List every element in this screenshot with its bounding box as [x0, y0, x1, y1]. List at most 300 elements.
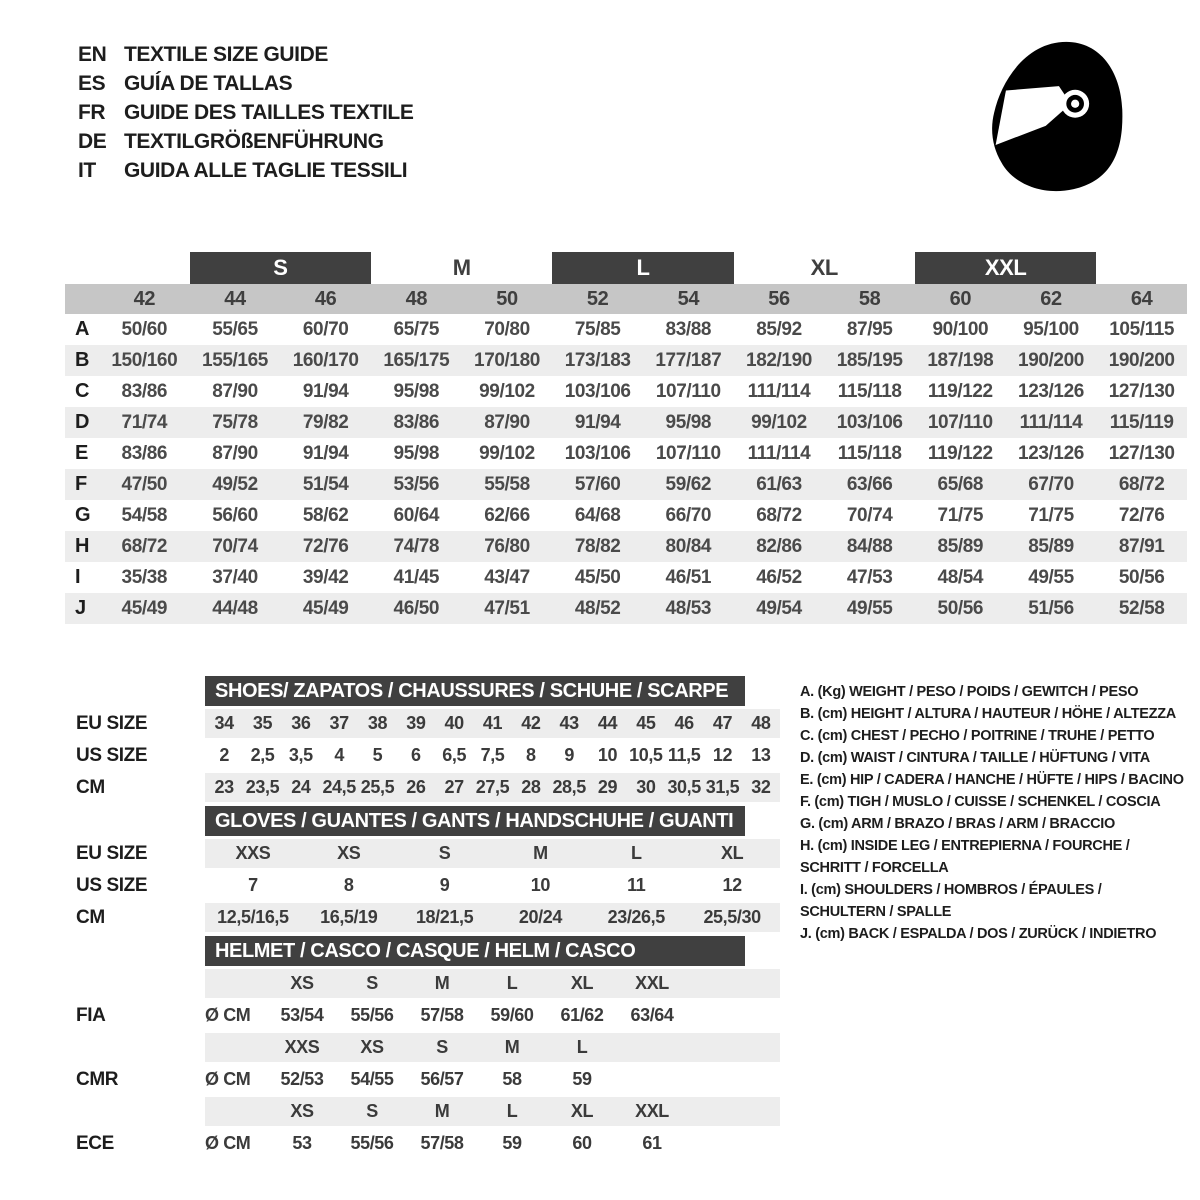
- size-value: 47/53: [846, 566, 893, 588]
- size-value: 75/78: [212, 411, 258, 433]
- size-value: 83/86: [121, 442, 168, 464]
- size-value: 95/98: [665, 411, 712, 433]
- helmet-value: 58: [502, 1069, 522, 1089]
- helmet-value: 54/55: [350, 1069, 394, 1089]
- size-value: 54/58: [121, 504, 168, 526]
- size-number: 46: [314, 287, 337, 310]
- size-value: 95/100: [1023, 318, 1079, 340]
- gloves-value: 25,5/30: [703, 907, 761, 927]
- size-value: 53/56: [393, 473, 440, 495]
- language-row: [78, 156, 413, 185]
- size-row-e: [65, 438, 1187, 469]
- helmet-value: L: [576, 1037, 588, 1057]
- legend-item: D. (cm) WAIST / CINTURA / TAILLE / HÜFTUNG / VITA: [800, 750, 1150, 766]
- shoes-value: 44: [597, 713, 618, 733]
- shoes-value: 25,5: [360, 777, 395, 797]
- shoes-value: 4: [334, 745, 344, 765]
- size-value: 127/130: [1108, 380, 1175, 402]
- size-value: 91/94: [574, 411, 621, 433]
- size-number: 42: [133, 287, 156, 310]
- size-value: 47/51: [484, 597, 530, 619]
- size-band-xl: XL: [810, 255, 838, 280]
- gloves-row: [65, 903, 780, 932]
- helmet-value: XXS: [284, 1037, 320, 1057]
- shoes-row: [65, 709, 780, 738]
- size-band-s: S: [190, 252, 371, 284]
- size-number: 48: [405, 287, 428, 310]
- size-value: 95/98: [393, 442, 440, 464]
- language-title: GUÍA DE TALLAS: [124, 72, 293, 95]
- helmet-value: 56/57: [420, 1069, 464, 1089]
- shoes-value: 36: [291, 713, 311, 733]
- size-value: 85/89: [937, 535, 984, 557]
- helmet-value: XS: [360, 1037, 384, 1057]
- size-value: 37/40: [212, 566, 258, 588]
- size-value: 170/180: [474, 349, 540, 371]
- size-row-c: [65, 376, 1187, 407]
- shoes-row: [65, 773, 780, 802]
- shoes-value: 32: [751, 777, 771, 797]
- gloves-row-label: EU SIZE: [76, 842, 148, 864]
- size-value: 70/74: [212, 535, 258, 557]
- helmet-value: XS: [290, 973, 314, 993]
- language-list: [78, 40, 413, 185]
- size-value: 107/110: [927, 411, 993, 433]
- helmet-value: 59: [502, 1133, 522, 1153]
- size-value: 71/74: [121, 411, 168, 433]
- size-row-i: [65, 562, 1187, 593]
- gloves-value: S: [438, 843, 451, 863]
- size-value: 190/200: [1018, 349, 1084, 371]
- helmet-value: S: [436, 1037, 448, 1057]
- size-row-label: A: [75, 318, 90, 340]
- size-value: 67/70: [1028, 473, 1074, 495]
- helmet-row: [65, 1129, 780, 1158]
- helmet-size-section: [65, 936, 780, 1158]
- size-row-label: E: [75, 442, 88, 464]
- gloves-value: 10: [530, 875, 551, 895]
- gloves-section-header: GLOVES / GUANTES / GANTS / HANDSCHUHE / GUANTI: [205, 806, 745, 836]
- language-code: IT: [78, 159, 96, 182]
- size-value: 115/118: [837, 380, 902, 402]
- language-code: FR: [78, 101, 106, 124]
- shoes-value: 45: [636, 713, 656, 733]
- number-row-spacer: [65, 284, 99, 314]
- shoes-value: 48: [751, 713, 771, 733]
- size-value: 70/74: [846, 504, 893, 526]
- size-value: 70/80: [484, 318, 530, 340]
- shoes-row-label: CM: [76, 776, 105, 798]
- shoes-value: 29: [597, 777, 618, 797]
- helmet-row: [65, 1097, 780, 1126]
- helmet-row-label: ECE: [76, 1132, 114, 1154]
- size-row-label: H: [75, 535, 90, 557]
- language-row: [78, 69, 413, 98]
- gloves-value: XS: [337, 843, 361, 863]
- size-row-f: [65, 469, 1187, 500]
- size-row-label: G: [75, 504, 91, 526]
- shoes-value: 35: [252, 713, 273, 733]
- size-row-label: D: [75, 411, 90, 433]
- gloves-value: XL: [720, 843, 744, 863]
- size-value: 35/38: [121, 566, 168, 588]
- size-value: 111/114: [747, 380, 811, 402]
- legend-item: A. (Kg) WEIGHT / PESO / POIDS / GEWITCH / PESO: [800, 684, 1139, 700]
- helmet-row-label: [65, 969, 205, 998]
- language-row: [78, 40, 413, 69]
- shoes-value: 3,5: [288, 745, 313, 765]
- helmet-row: [65, 1065, 780, 1094]
- size-value: 55/65: [212, 318, 258, 340]
- gloves-row-label: US SIZE: [76, 874, 148, 896]
- size-value: 65/68: [937, 473, 984, 495]
- shoes-value: 39: [406, 713, 426, 733]
- size-value: 160/170: [292, 349, 359, 371]
- helmet-diameter-label: Ø CM: [205, 1069, 251, 1089]
- size-value: 87/90: [212, 442, 258, 464]
- helmet-row-values: [205, 1065, 780, 1094]
- helmet-value: L: [506, 1101, 518, 1121]
- shoes-value: 5: [372, 745, 383, 765]
- size-value: 76/80: [484, 535, 530, 557]
- language-title: TEXTILE SIZE GUIDE: [124, 43, 328, 66]
- size-row-label: C: [75, 380, 90, 402]
- gloves-value: XXS: [235, 843, 271, 863]
- shoes-value: 10: [597, 745, 618, 765]
- size-value: 87/95: [846, 318, 893, 340]
- helmet-row-values: [205, 1097, 780, 1126]
- language-title: GUIDA ALLE TAGLIE TESSILI: [124, 159, 408, 182]
- size-value: 90/100: [932, 318, 989, 340]
- shoes-value: 28,5: [552, 777, 586, 797]
- main-size-table: [65, 252, 1187, 624]
- helmet-value: 55/56: [350, 1133, 394, 1153]
- helmet-value: M: [504, 1037, 520, 1057]
- gloves-value: 8: [343, 875, 354, 895]
- size-value: 45/50: [574, 566, 621, 588]
- size-row-b: [65, 345, 1187, 376]
- legend-item: F. (cm) TIGH / MUSLO / CUISSE / SCHENKEL / COSCIA: [800, 794, 1161, 810]
- size-value: 87/90: [484, 411, 530, 433]
- size-value: 91/94: [302, 380, 349, 402]
- size-value: 87/90: [212, 380, 258, 402]
- helmet-value: 59: [572, 1069, 592, 1089]
- helmet-value: 57/58: [420, 1005, 464, 1025]
- gloves-value: 12: [722, 875, 742, 895]
- language-row: [78, 98, 413, 127]
- size-value: 155/165: [202, 349, 268, 371]
- size-value: 68/72: [756, 504, 802, 526]
- helmet-row-values: [205, 1001, 780, 1030]
- size-band-xxl: XXL: [915, 252, 1096, 284]
- gloves-value: 11: [627, 875, 646, 895]
- shoes-value: 47: [712, 713, 733, 733]
- size-row-label: F: [75, 473, 87, 495]
- helmet-row: [65, 1001, 780, 1030]
- size-value: 56/60: [212, 504, 258, 526]
- shoes-value: 11,5: [667, 745, 701, 765]
- helmet-row-label: [65, 1097, 205, 1126]
- size-value: 83/88: [665, 318, 712, 340]
- legend-item: I. (cm) SHOULDERS / HOMBROS / ÉPAULES / SCHULTERN / SPALLE: [800, 882, 1102, 920]
- shoes-value: 12: [712, 745, 733, 765]
- size-value: 99/102: [479, 380, 535, 402]
- size-number: 56: [768, 287, 790, 310]
- shoes-value: 6: [411, 745, 421, 765]
- size-value: 107/110: [655, 380, 721, 402]
- size-value: 165/175: [383, 349, 450, 371]
- size-value: 83/86: [393, 411, 440, 433]
- shoes-section-header: SHOES/ ZAPATOS / CHAUSSURES / SCHUHE / SCARPE: [205, 676, 745, 706]
- size-value: 80/84: [665, 535, 712, 557]
- helmet-row-values: [205, 1033, 780, 1062]
- helmet-value: 53/54: [280, 1005, 324, 1025]
- size-value: 51/54: [302, 473, 349, 495]
- size-band-m: M: [452, 255, 471, 280]
- helmet-value: XL: [570, 1101, 594, 1121]
- helmet-value: XL: [570, 973, 594, 993]
- size-value: 66/70: [665, 504, 712, 526]
- size-value: 83/86: [121, 380, 168, 402]
- helmet-value: M: [434, 973, 450, 993]
- size-value: 64/68: [574, 504, 621, 526]
- size-value: 50/56: [937, 597, 984, 619]
- legend-item: J. (cm) BACK / ESPALDA / DOS / ZURÜCK / INDIETRO: [800, 926, 1157, 942]
- helmet-row-label: [65, 1033, 205, 1062]
- shoes-value: 27,5: [475, 777, 510, 797]
- helmet-value: 60: [572, 1133, 592, 1153]
- shoes-value: 8: [526, 745, 536, 765]
- size-value: 41/45: [393, 566, 440, 588]
- size-value: 46/50: [393, 597, 440, 619]
- size-number: 50: [496, 287, 518, 310]
- size-value: 48/54: [937, 566, 984, 588]
- gloves-value: 20/24: [518, 907, 562, 927]
- size-value: 78/82: [574, 535, 621, 557]
- gloves-row: [65, 839, 780, 868]
- gloves-value: 12,5/16,5: [217, 907, 289, 927]
- shoes-value: 30: [636, 777, 656, 797]
- size-value: 71/75: [1028, 504, 1074, 526]
- size-value: 84/88: [846, 535, 893, 557]
- size-value: 85/92: [756, 318, 802, 340]
- helmet-row: [65, 969, 780, 998]
- shoes-value: 6,5: [442, 745, 467, 765]
- shoes-value: 27: [444, 777, 464, 797]
- legend-item: E. (cm) HIP / CADERA / HANCHE / HÜFTE / HIPS / BACINO: [800, 772, 1184, 788]
- helmet-value: XS: [290, 1101, 314, 1121]
- size-number: 64: [1130, 287, 1153, 310]
- helmet-value: 55/56: [350, 1005, 394, 1025]
- shoes-value: 28: [521, 777, 541, 797]
- size-value: 63/66: [846, 473, 893, 495]
- size-value: 115/119: [1109, 411, 1174, 433]
- size-value: 185/195: [836, 349, 903, 371]
- size-value: 127/130: [1108, 442, 1175, 464]
- size-value: 59/62: [665, 473, 712, 495]
- gloves-row: [65, 871, 780, 900]
- helmet-row-label: FIA: [76, 1004, 106, 1026]
- size-number: 44: [224, 287, 246, 310]
- size-value: 50/60: [121, 318, 168, 340]
- language-code: EN: [78, 43, 107, 66]
- shoes-value: 24,5: [322, 777, 356, 797]
- size-value: 46/52: [756, 566, 802, 588]
- size-value: 74/78: [393, 535, 440, 557]
- helmet-value: 63/64: [630, 1005, 674, 1025]
- size-row-label: B: [75, 349, 90, 371]
- size-value: 62/66: [484, 504, 530, 526]
- language-code: ES: [78, 72, 106, 95]
- gloves-value: 7: [248, 875, 258, 895]
- helmet-value: 61: [642, 1133, 662, 1153]
- language-title: TEXTILGRÖßENFÜHRUNG: [124, 130, 384, 153]
- size-value: 79/82: [302, 411, 349, 433]
- measurement-legend: [800, 681, 1188, 945]
- size-row-a: [65, 314, 1187, 345]
- size-number: 52: [586, 287, 609, 310]
- size-value: 68/72: [121, 535, 168, 557]
- gloves-table-body: [65, 839, 780, 932]
- helmet-diameter-label: Ø CM: [205, 1005, 251, 1025]
- size-value: 177/187: [655, 349, 722, 371]
- size-value: 65/75: [393, 318, 440, 340]
- size-value: 173/183: [564, 349, 631, 371]
- shoes-value: 42: [521, 713, 541, 733]
- helmet-row-label: CMR: [76, 1068, 119, 1090]
- size-value: 43/47: [484, 566, 530, 588]
- gloves-value: 16,5/19: [320, 907, 378, 927]
- size-value: 119/122: [927, 380, 993, 402]
- shoes-value: 23,5: [245, 777, 280, 797]
- size-value: 99/102: [479, 442, 535, 464]
- size-value: 61/63: [756, 473, 802, 495]
- size-value: 45/49: [302, 597, 349, 619]
- helmet-diameter-label: Ø CM: [205, 1133, 251, 1153]
- shoes-value: 7,5: [480, 745, 505, 765]
- size-value: 48/53: [665, 597, 712, 619]
- size-row-d: [65, 407, 1187, 438]
- gloves-size-section: [65, 806, 780, 932]
- shoes-value: 30,5: [667, 777, 701, 797]
- size-number: 54: [677, 287, 700, 310]
- size-value: 46/51: [665, 566, 712, 588]
- helmet-value: M: [434, 1101, 450, 1121]
- helmet-value: L: [506, 973, 518, 993]
- helmet-row-values: [205, 1129, 780, 1158]
- size-number: 58: [858, 287, 881, 310]
- size-value: 95/98: [393, 380, 440, 402]
- shoes-value: 26: [406, 777, 426, 797]
- size-row-j: [65, 593, 1187, 624]
- size-value: 50/56: [1118, 566, 1165, 588]
- size-value: 57/60: [574, 473, 621, 495]
- language-code: DE: [78, 130, 107, 153]
- size-value: 103/106: [564, 442, 631, 464]
- shoes-value: 31,5: [705, 777, 740, 797]
- size-value: 71/75: [937, 504, 984, 526]
- helmet-section-header: HELMET / CASCO / CASQUE / HELM / CASCO: [205, 936, 745, 966]
- size-value: 75/85: [574, 318, 621, 340]
- shoes-value: 13: [751, 745, 771, 765]
- helmet-value: 59/60: [490, 1005, 534, 1025]
- gloves-row-label: CM: [76, 906, 105, 928]
- size-table-body: [65, 314, 1187, 624]
- size-value: 91/94: [302, 442, 349, 464]
- helmet-table-body: [65, 969, 780, 1158]
- gloves-value: 9: [439, 875, 450, 895]
- legend-item: G. (cm) ARM / BRAZO / BRAS / ARM / BRACCIO: [800, 816, 1115, 832]
- size-value: 105/115: [1109, 318, 1175, 340]
- shoes-size-section: [65, 676, 780, 802]
- gloves-row-values: [205, 903, 780, 932]
- shoes-row-label: US SIZE: [76, 744, 148, 766]
- size-row-h: [65, 531, 1187, 562]
- shoes-row-label: EU SIZE: [76, 712, 148, 734]
- size-value: 49/55: [846, 597, 893, 619]
- size-number: 60: [949, 287, 972, 310]
- racing-helmet-icon: [982, 36, 1130, 198]
- size-value: 72/76: [302, 535, 349, 557]
- helmet-row-values: [205, 969, 780, 998]
- shoes-table-body: [65, 709, 780, 802]
- shoes-value: 40: [444, 713, 464, 733]
- size-value: 72/76: [1118, 504, 1165, 526]
- size-value: 49/52: [212, 473, 258, 495]
- helmet-value: S: [366, 1101, 378, 1121]
- shoes-value: 37: [329, 713, 349, 733]
- size-value: 51/56: [1028, 597, 1074, 619]
- gloves-value: M: [533, 843, 548, 863]
- helmet-row: [65, 1033, 780, 1062]
- shoes-value: 10,5: [629, 745, 663, 765]
- size-number-row: [65, 284, 1187, 314]
- size-value: 111/114: [1019, 411, 1083, 433]
- shoes-row-values: [205, 773, 780, 802]
- size-row-label: J: [75, 597, 86, 619]
- size-value: 82/86: [756, 535, 802, 557]
- size-value: 60/64: [393, 504, 440, 526]
- helmet-value: XXL: [635, 973, 669, 993]
- shoes-value: 41: [482, 713, 503, 733]
- shoes-value: 2: [219, 745, 229, 765]
- size-value: 39/42: [302, 566, 349, 588]
- size-value: 187/198: [927, 349, 994, 371]
- size-value: 45/49: [121, 597, 168, 619]
- size-value: 60/70: [302, 318, 349, 340]
- size-row-g: [65, 500, 1187, 531]
- size-value: 85/89: [1028, 535, 1074, 557]
- shoes-value: 23: [214, 777, 234, 797]
- size-value: 68/72: [1118, 473, 1165, 495]
- shoes-value: 34: [214, 713, 234, 733]
- gloves-value: 23/26,5: [607, 907, 665, 927]
- size-value: 99/102: [751, 411, 807, 433]
- shoes-value: 46: [674, 713, 694, 733]
- size-value: 190/200: [1108, 349, 1175, 371]
- helmet-value: XXL: [635, 1101, 669, 1121]
- size-band-l: L: [552, 252, 733, 284]
- legend-item: B. (cm) HEIGHT / ALTURA / HAUTEUR / HÖHE / ALTEZZA: [800, 706, 1176, 722]
- size-value: 115/118: [837, 442, 902, 464]
- shoes-row-values: [205, 709, 780, 738]
- size-value: 55/58: [484, 473, 530, 495]
- shoes-value: 24: [291, 777, 311, 797]
- helmet-value: S: [366, 973, 378, 993]
- helmet-value: 53: [292, 1133, 312, 1153]
- size-value: 52/58: [1118, 597, 1165, 619]
- size-value: 49/55: [1028, 566, 1074, 588]
